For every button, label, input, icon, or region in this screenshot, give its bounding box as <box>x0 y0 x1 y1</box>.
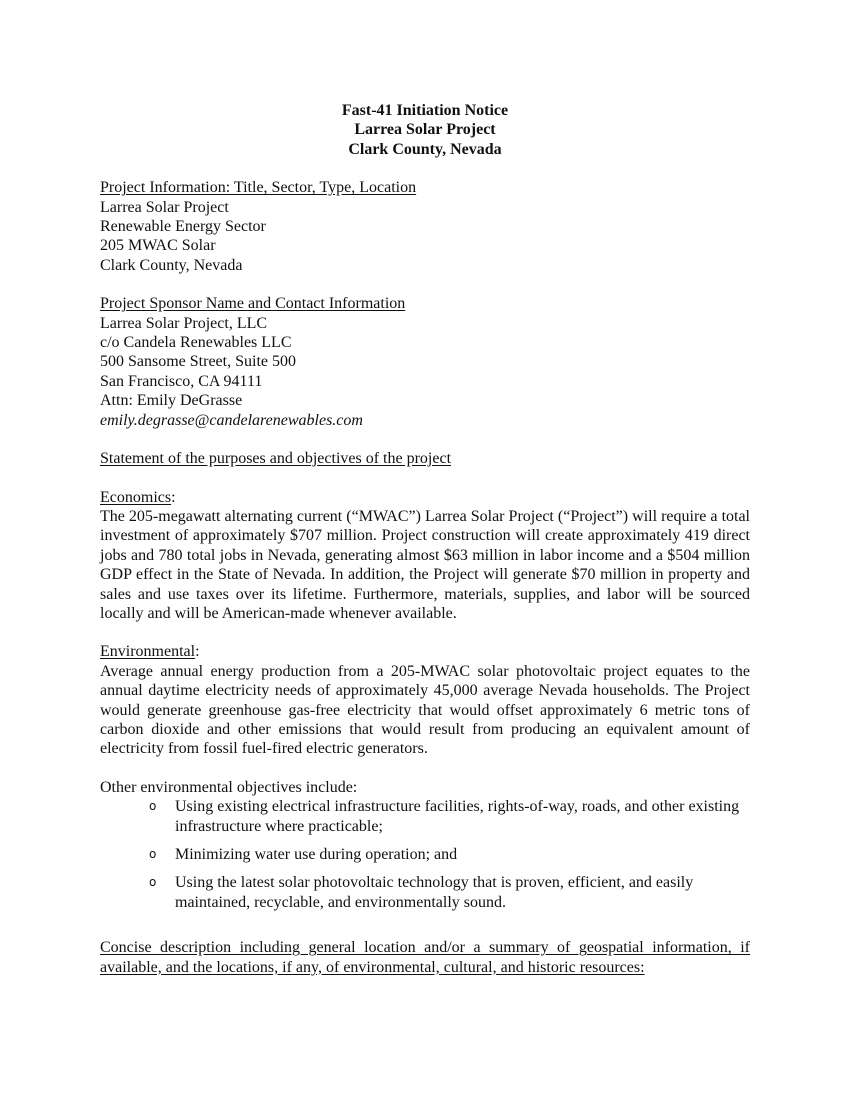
sponsor-email[interactable]: emily.degrasse@candelarenewables.com <box>100 411 363 429</box>
environmental-paragraph: Average annual energy production from a 205-MWAC solar photovoltaic project equates to the annual daytime electricity needs of approximately 45,000 average Nevada households. The Project would generate greenhouse gas-free electricity that would offset approximately 6 metric tons of carbon dioxide and other emissions that would result from producing an equivalent amount of electricity from fossil fuel-fired electric generators. <box>100 662 750 758</box>
objectives-list <box>100 797 750 912</box>
environmental-colon: : <box>195 643 200 661</box>
hollow-bullet-icon: o <box>149 847 157 861</box>
hollow-bullet-icon: o <box>149 875 157 890</box>
economics-paragraph: The 205-megawatt alternating current (“MWAC”) Larrea Solar Project (“Project”) will require a total investment of approximately $707 million. Project construction will create approximately 419 direct jobs and 780 total jobs in Nevada, generating almost $63 million in labor income and a $504 million GDP effect in the State of Nevada. In addition, the Project will generate $70 million in property and sales and use taxes over its lifetime. Furthermore, materials, supplies, and labor will be sourced locally and will be American-made whenever available. <box>100 507 750 622</box>
list-item <box>100 797 750 836</box>
objective-text: Using existing electrical infrastructure facilities, rights-of-way, roads, and other existing infrastructure where practicable; <box>175 798 740 835</box>
title-line-3: Clark County, Nevada <box>348 140 502 158</box>
project-sector: Renewable Energy Sector <box>100 218 266 236</box>
economics-section <box>100 488 750 624</box>
title-line-1: Fast-41 Initiation Notice <box>341 102 509 119</box>
purposes-heading: Statement of the purposes and objectives of the project <box>100 450 452 468</box>
project-location: Clark County, Nevada <box>100 256 243 274</box>
hollow-bullet-icon: o <box>149 799 157 814</box>
sponsor-street: 500 Sansome Street, Suite 500 <box>100 353 296 371</box>
project-information-heading: Project Information: Title, Sector, Type, Location <box>100 179 417 197</box>
sponsor-city: San Francisco, CA 94111 <box>100 372 263 390</box>
project-type: 205 MWAC Solar <box>100 237 216 255</box>
other-objectives-section <box>100 778 750 912</box>
list-item <box>100 845 750 864</box>
sponsor-heading: Project Sponsor Name and Contact Information <box>100 295 406 313</box>
list-item <box>100 873 750 912</box>
project-title: Larrea Solar Project <box>100 198 229 216</box>
purposes-section <box>100 449 750 468</box>
objective-text: Minimizing water use during operation; and <box>175 846 458 863</box>
title-line-2: Larrea Solar Project <box>354 121 496 139</box>
environmental-section <box>100 642 750 758</box>
environmental-heading: Environmental <box>100 643 196 661</box>
project-information-section <box>100 178 750 275</box>
economics-heading: Economics <box>100 488 172 506</box>
other-objectives-intro: Other environmental objectives include: <box>100 778 358 796</box>
description-heading: Concise description including general location and/or a summary of geospatial information, if available, and the locations, if any, of environmental, cultural, and historic resources: <box>100 939 750 976</box>
objective-text: Using the latest solar photovoltaic technology that is proven, efficient, and easily maintained, recyclable, and environmentally sound. <box>175 874 694 911</box>
document-page <box>100 101 750 977</box>
sponsor-attn: Attn: Emily DeGrasse <box>100 392 243 410</box>
sponsor-name: Larrea Solar Project, LLC <box>100 314 268 332</box>
sponsor-section <box>100 294 750 430</box>
sponsor-care-of: c/o Candela Renewables LLC <box>100 334 292 352</box>
economics-colon: : <box>171 488 176 506</box>
document-title <box>100 101 750 159</box>
